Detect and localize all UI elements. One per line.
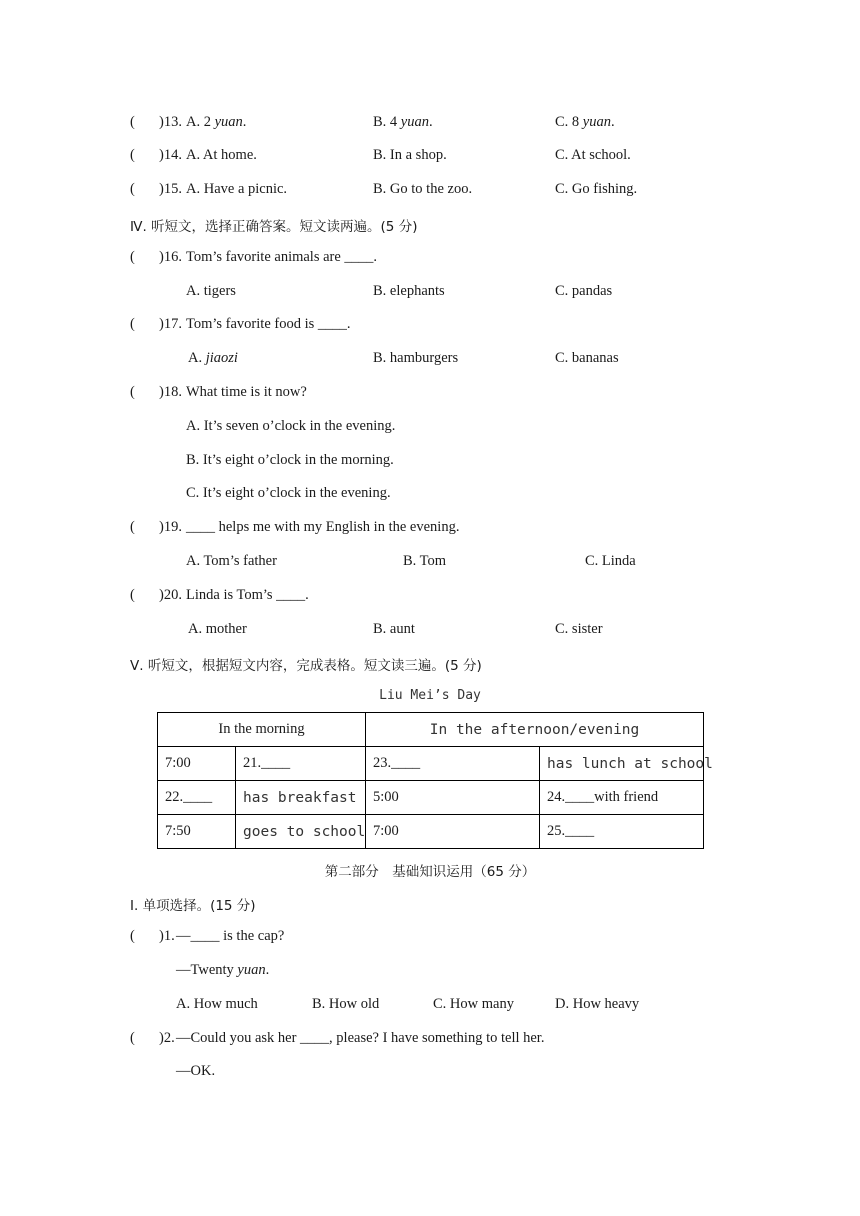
header-morning: In the morning [158, 713, 366, 747]
option-c: C. sister [555, 621, 603, 637]
option-c: C. Go fishing. [555, 181, 638, 197]
table-cell: has lunch at school [540, 747, 704, 781]
option-a: A. Have a picnic. [186, 181, 288, 197]
option-c: C. bananas [555, 350, 619, 366]
option-a: A. How much [176, 996, 258, 1012]
question-stem: ____ helps me with my English in the evening. [186, 519, 460, 535]
table-cell: goes to school [236, 815, 366, 849]
table-header-row [158, 713, 704, 747]
option-a: A. tigers [186, 283, 236, 299]
part-title: 第二部分 基础知识运用（65 分） [324, 864, 536, 880]
option-a: A. mother [188, 621, 247, 637]
option-c: C. Linda [585, 553, 636, 569]
answer-paren: ( [130, 587, 135, 603]
table-cell: 5:00 [366, 781, 540, 815]
option-b: B. How old [312, 996, 380, 1012]
option-b: B. 4 yuan. [373, 114, 433, 130]
header-afternoon: In the afternoon/evening [366, 713, 704, 747]
answer-paren: ( [130, 1030, 135, 1046]
option-b: B. Tom [403, 553, 447, 569]
option-a: A. At home. [186, 147, 257, 163]
question-stem: —____ is the cap? [176, 928, 285, 944]
option-c: C. At school. [555, 147, 631, 163]
question-number: )16. [159, 249, 182, 265]
schedule-table [157, 712, 713, 849]
answer-paren: ( [130, 249, 135, 265]
question-number: )17. [159, 316, 182, 332]
section-heading: Ⅴ. 听短文，根据短文内容，完成表格。短文读三遍。(5 分) [130, 658, 482, 674]
question-stem: What time is it now? [186, 384, 307, 400]
answer-paren: ( [130, 928, 135, 944]
section-heading: Ⅰ. 单项选择。(15 分) [130, 898, 256, 914]
table-cell: 23.____ [366, 747, 540, 781]
option-b: B. In a shop. [373, 147, 447, 163]
option-c: C. How many [433, 996, 514, 1012]
question-number: )15. [159, 181, 182, 197]
answer-paren: ( [130, 181, 135, 197]
option-b: B. elephants [373, 283, 445, 299]
option-a: A. 2 yuan. [186, 114, 247, 130]
answer-paren: ( [130, 147, 135, 163]
table-cell: 7:00 [366, 815, 540, 849]
option-b: B. hamburgers [373, 350, 459, 366]
answer-paren: ( [130, 316, 135, 332]
answer-paren: ( [130, 519, 135, 535]
table-row [158, 781, 704, 815]
question-stem: Linda is Tom’s ____. [186, 587, 309, 603]
option-c: C. 8 yuan. [555, 114, 615, 130]
option-a: A. It’s seven o’clock in the evening. [186, 418, 396, 434]
table-cell: 24.____with friend [540, 781, 704, 815]
option-c: C. It’s eight o’clock in the evening. [186, 485, 391, 501]
option-c: C. pandas [555, 283, 613, 299]
question-stem: —Could you ask her ____, please? I have something to tell her. [176, 1030, 545, 1046]
dialogue-reply: —Twenty yuan. [176, 962, 270, 978]
answer-paren: ( [130, 114, 135, 130]
option-d: D. How heavy [555, 996, 640, 1012]
question-stem: Tom’s favorite animals are ____. [186, 249, 378, 265]
question-number: )2. [159, 1030, 175, 1046]
question-number: )14. [159, 147, 182, 163]
table-cell: has breakfast [236, 781, 366, 815]
table-row [158, 815, 704, 849]
option-a: A. jiaozi [188, 350, 238, 366]
question-number: )20. [159, 587, 182, 603]
table-cell: 21.____ [236, 747, 366, 781]
table-row [158, 747, 704, 781]
section-heading: Ⅳ. 听短文，选择正确答案。短文读两遍。(5 分) [130, 219, 418, 235]
option-b: B. It’s eight o’clock in the morning. [186, 452, 394, 468]
table-cell: 7:50 [158, 815, 236, 849]
table-cell: 22.____ [158, 781, 236, 815]
table-cell: 7:00 [158, 747, 236, 781]
table-cell: 25.____ [540, 815, 704, 849]
dialogue-reply: —OK. [176, 1063, 216, 1079]
question-stem: Tom’s favorite food is ____. [186, 316, 351, 332]
question-number: )18. [159, 384, 182, 400]
option-b: B. Go to the zoo. [373, 181, 473, 197]
answer-paren: ( [130, 384, 135, 400]
option-a: A. Tom’s father [186, 553, 277, 569]
option-b: B. aunt [373, 621, 415, 637]
question-number: )13. [159, 114, 182, 130]
question-number: )19. [159, 519, 182, 535]
question-number: )1. [159, 928, 175, 944]
table-caption: Liu Mei’s Day [379, 688, 481, 703]
